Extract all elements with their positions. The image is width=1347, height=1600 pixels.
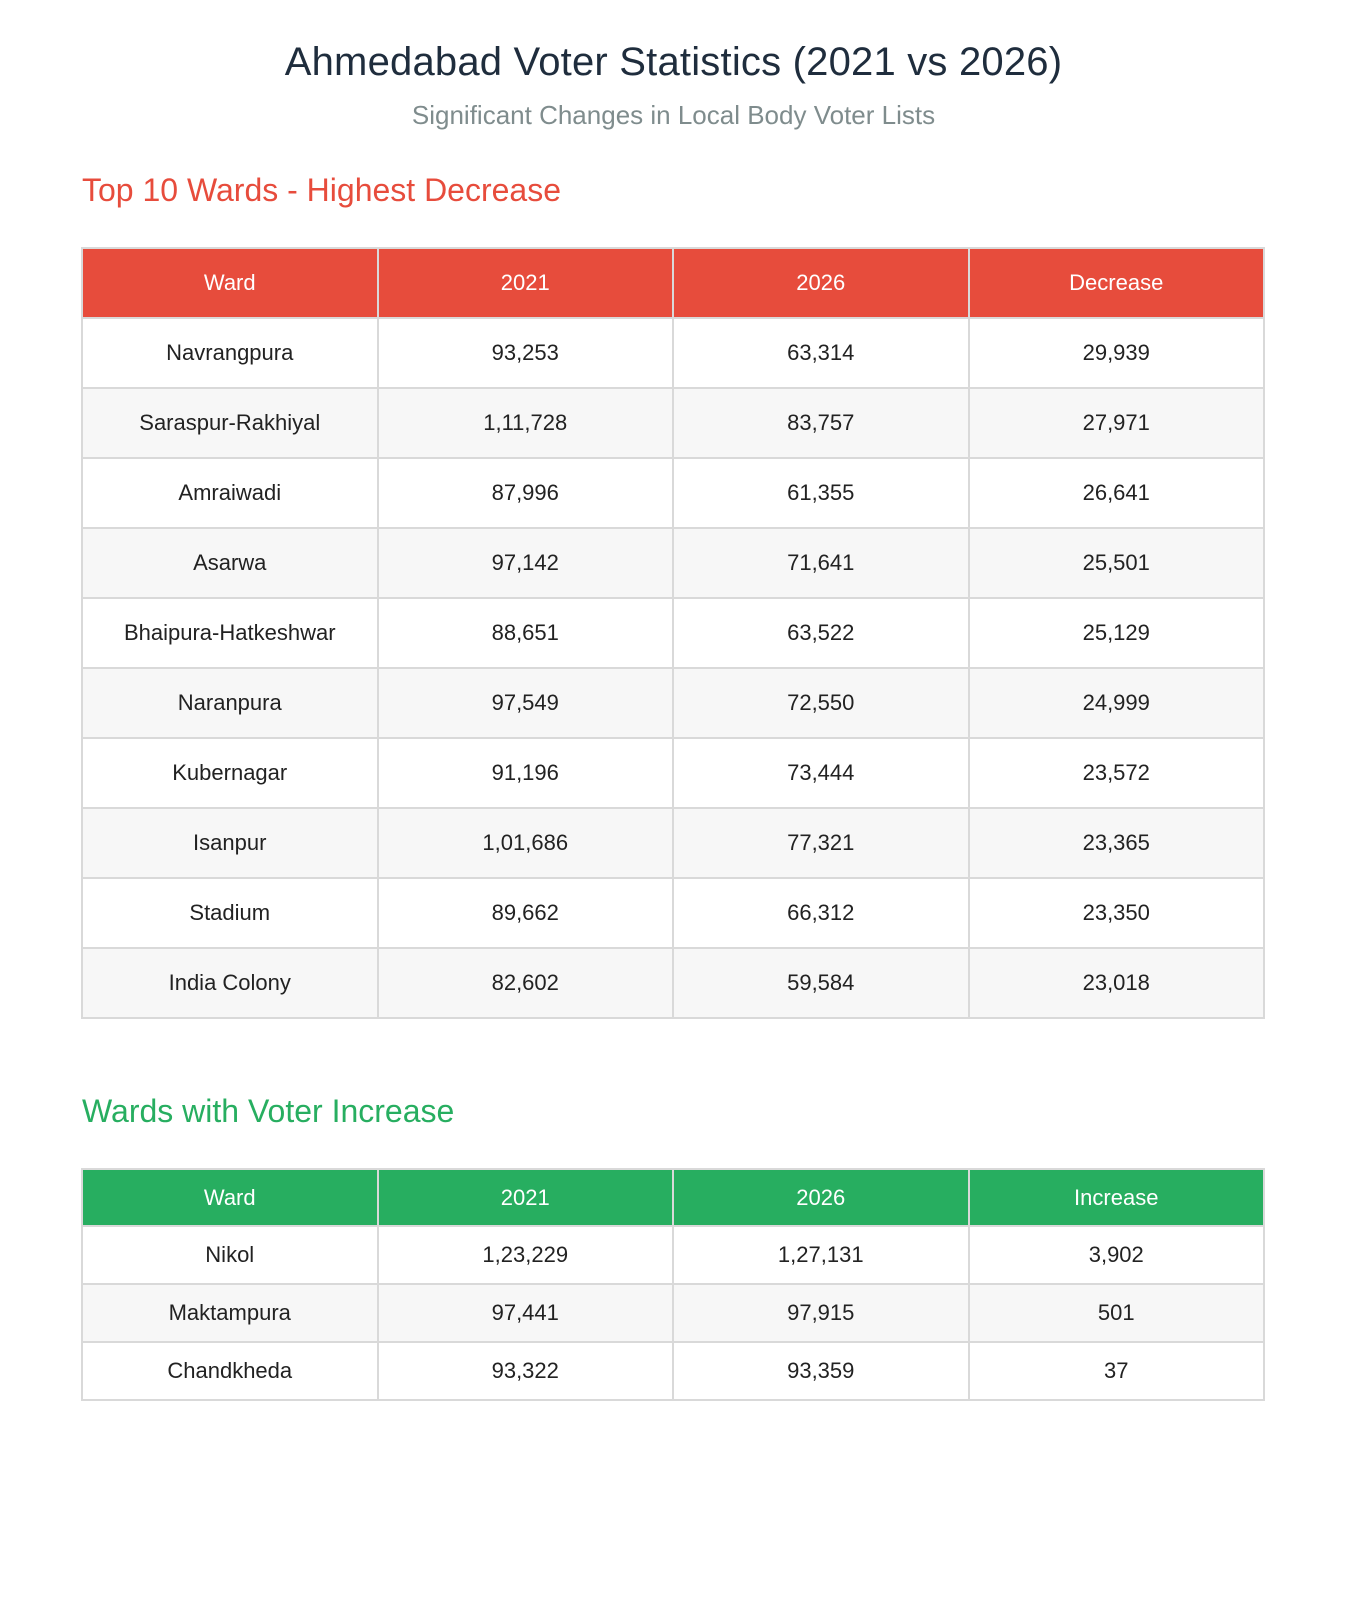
ward-cell: Naranpura — [82, 668, 378, 738]
table-row — [82, 1284, 1264, 1342]
voters-2021-cell: 82,602 — [378, 948, 674, 1018]
voters-2026-cell: 63,314 — [673, 318, 969, 388]
ward-cell: Isanpur — [82, 808, 378, 878]
table-row — [82, 808, 1264, 878]
table-row — [82, 1226, 1264, 1284]
table-row — [82, 388, 1264, 458]
decrease-cell: 25,129 — [969, 598, 1265, 668]
increase-cell: 37 — [969, 1342, 1265, 1400]
ward-cell: Maktampura — [82, 1284, 378, 1342]
voters-2026-cell: 66,312 — [673, 878, 969, 948]
column-header-2026: 2026 — [673, 248, 969, 318]
page-title: Ahmedabad Voter Statistics (2021 vs 2026) — [284, 40, 1063, 84]
voters-2021-cell: 89,662 — [378, 878, 674, 948]
voters-2021-cell: 1,11,728 — [378, 388, 674, 458]
column-header-decrease: Decrease — [969, 248, 1265, 318]
voters-2021-cell: 93,253 — [378, 318, 674, 388]
voters-2021-cell: 1,01,686 — [378, 808, 674, 878]
ward-cell: India Colony — [82, 948, 378, 1018]
voters-2026-cell: 83,757 — [673, 388, 969, 458]
ward-cell: Bhaipura-Hatkeshwar — [82, 598, 378, 668]
voters-2021-cell: 88,651 — [378, 598, 674, 668]
page-subtitle: Significant Changes in Local Body Voter Lists — [411, 100, 936, 130]
decrease-cell: 29,939 — [969, 318, 1265, 388]
ward-cell: Nikol — [82, 1226, 378, 1284]
column-header-2021: 2021 — [378, 1169, 674, 1226]
column-header-2021: 2021 — [378, 248, 674, 318]
voters-2021-cell: 1,23,229 — [378, 1226, 674, 1284]
table-header-row — [82, 1169, 1264, 1226]
table-row — [82, 1342, 1264, 1400]
ward-cell: Saraspur-Rakhiyal — [82, 388, 378, 458]
increase-table — [81, 1168, 1265, 1401]
voters-2026-cell: 73,444 — [673, 738, 969, 808]
ward-cell: Kubernagar — [82, 738, 378, 808]
decrease-cell: 23,365 — [969, 808, 1265, 878]
decrease-cell: 26,641 — [969, 458, 1265, 528]
table-row — [82, 878, 1264, 948]
table-row — [82, 318, 1264, 388]
column-header-ward: Ward — [82, 248, 378, 318]
voters-2026-cell: 77,321 — [673, 808, 969, 878]
increase-cell: 3,902 — [969, 1226, 1265, 1284]
voters-2026-cell: 63,522 — [673, 598, 969, 668]
ward-cell: Chandkheda — [82, 1342, 378, 1400]
decrease-cell: 23,350 — [969, 878, 1265, 948]
voters-2021-cell: 91,196 — [378, 738, 674, 808]
table-row — [82, 528, 1264, 598]
voters-2026-cell: 72,550 — [673, 668, 969, 738]
decrease-table — [81, 247, 1265, 1019]
voters-2026-cell: 61,355 — [673, 458, 969, 528]
decrease-section-heading: Top 10 Wards - Highest Decrease — [82, 172, 562, 208]
voters-2026-cell: 97,915 — [673, 1284, 969, 1342]
column-header-increase: Increase — [969, 1169, 1265, 1226]
decrease-cell: 25,501 — [969, 528, 1265, 598]
voters-2021-cell: 97,441 — [378, 1284, 674, 1342]
table-row — [82, 458, 1264, 528]
voters-2021-cell: 93,322 — [378, 1342, 674, 1400]
ward-cell: Amraiwadi — [82, 458, 378, 528]
ward-cell: Navrangpura — [82, 318, 378, 388]
voters-2021-cell: 97,142 — [378, 528, 674, 598]
decrease-cell: 23,572 — [969, 738, 1265, 808]
voters-2021-cell: 87,996 — [378, 458, 674, 528]
voters-2026-cell: 93,359 — [673, 1342, 969, 1400]
column-header-ward: Ward — [82, 1169, 378, 1226]
decrease-cell: 23,018 — [969, 948, 1265, 1018]
voters-2026-cell: 71,641 — [673, 528, 969, 598]
table-row — [82, 598, 1264, 668]
voters-2021-cell: 97,549 — [378, 668, 674, 738]
voters-2026-cell: 59,584 — [673, 948, 969, 1018]
table-header-row — [82, 248, 1264, 318]
column-header-2026: 2026 — [673, 1169, 969, 1226]
ward-cell: Stadium — [82, 878, 378, 948]
decrease-cell: 27,971 — [969, 388, 1265, 458]
table-row — [82, 948, 1264, 1018]
table-row — [82, 668, 1264, 738]
table-row — [82, 738, 1264, 808]
decrease-cell: 24,999 — [969, 668, 1265, 738]
increase-cell: 501 — [969, 1284, 1265, 1342]
voters-2026-cell: 1,27,131 — [673, 1226, 969, 1284]
increase-section-heading: Wards with Voter Increase — [82, 1093, 455, 1129]
ward-cell: Asarwa — [82, 528, 378, 598]
